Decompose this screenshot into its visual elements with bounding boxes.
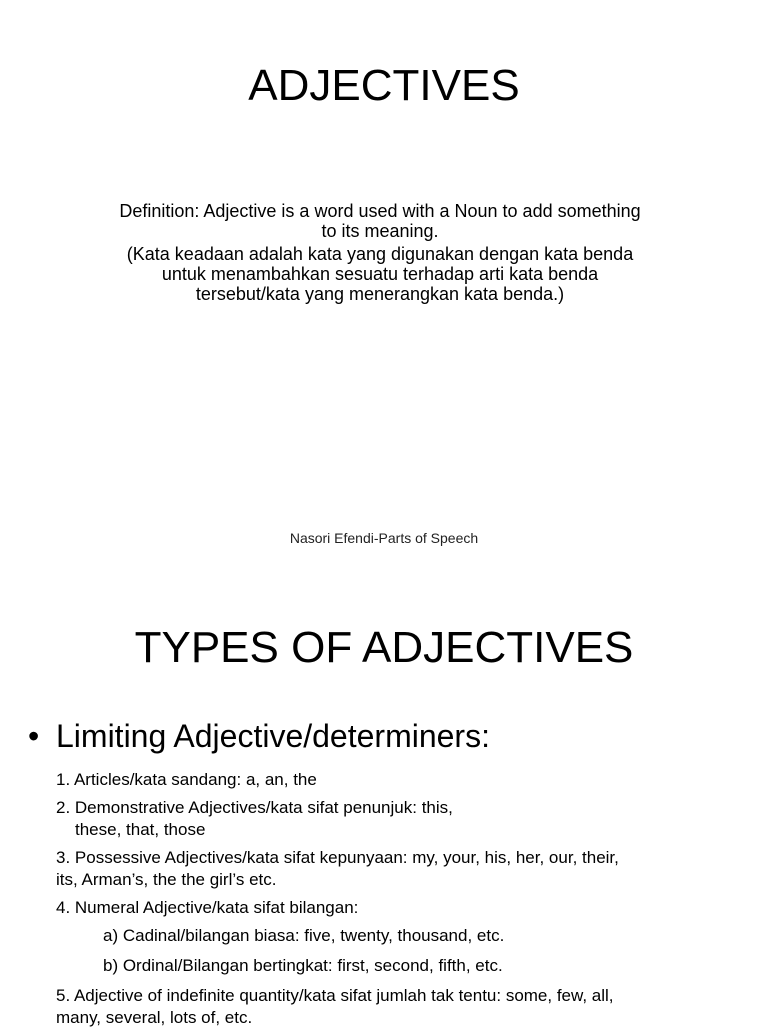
list-item-text: 4. Numeral Adjective/kata sifat bilangan: [56, 898, 359, 917]
slide-title: ADJECTIVES [248, 61, 520, 110]
definition-text: Definition: Adjective is a word used with a Noun to add something to its meaning. [119, 201, 641, 241]
list-item-continuation: these, that, those [75, 820, 206, 839]
list-item-continuation: its, Arman’s, the the girl’s etc. [56, 870, 277, 889]
list-item-text: 1. Articles/kata sandang: a, an, the [56, 770, 317, 789]
bullet-icon: • [28, 718, 40, 754]
bullet-heading [28, 716, 748, 756]
list-subitem-text: a) Cadinal/bilangan biasa: five, twenty, thousand, etc. [103, 926, 505, 945]
list-subitem-text: b) Ordinal/Bilangan bertingkat: first, second, fifth, etc. [103, 956, 503, 975]
slide-types-of-adjectives [0, 590, 768, 1027]
bullet-heading-text: Limiting Adjective/determiners: [56, 718, 490, 754]
determiner-list [56, 769, 746, 1035]
slide-footer: Nasori Efendi-Parts of Speech [289, 530, 479, 546]
list-item [56, 797, 746, 841]
list-item-text: 2. Demonstrative Adjectives/kata sifat penunjuk: this, [56, 798, 453, 817]
list-item [56, 985, 746, 1029]
list-item [56, 847, 746, 891]
list-subitem [56, 955, 746, 977]
definition-translation: (Kata keadaan adalah kata yang digunakan dengan kata benda untuk menambahkan sesuatu terhadap arti kata benda tersebut/kata yang menerangkan kata benda.) [126, 244, 634, 304]
list-subitem [56, 925, 746, 947]
list-item-text: 5. Adjective of indefinite quantity/kata sifat jumlah tak tentu: some, few, all, [56, 986, 614, 1005]
list-item [56, 769, 746, 791]
list-item [56, 897, 746, 919]
definition-block [110, 201, 650, 307]
list-item-continuation: many, several, lots of, etc. [56, 1008, 253, 1027]
list-item-text: 3. Possessive Adjectives/kata sifat kepunyaan: my, your, his, her, our, their, [56, 848, 619, 867]
slide-title: TYPES OF ADJECTIVES [134, 623, 634, 672]
